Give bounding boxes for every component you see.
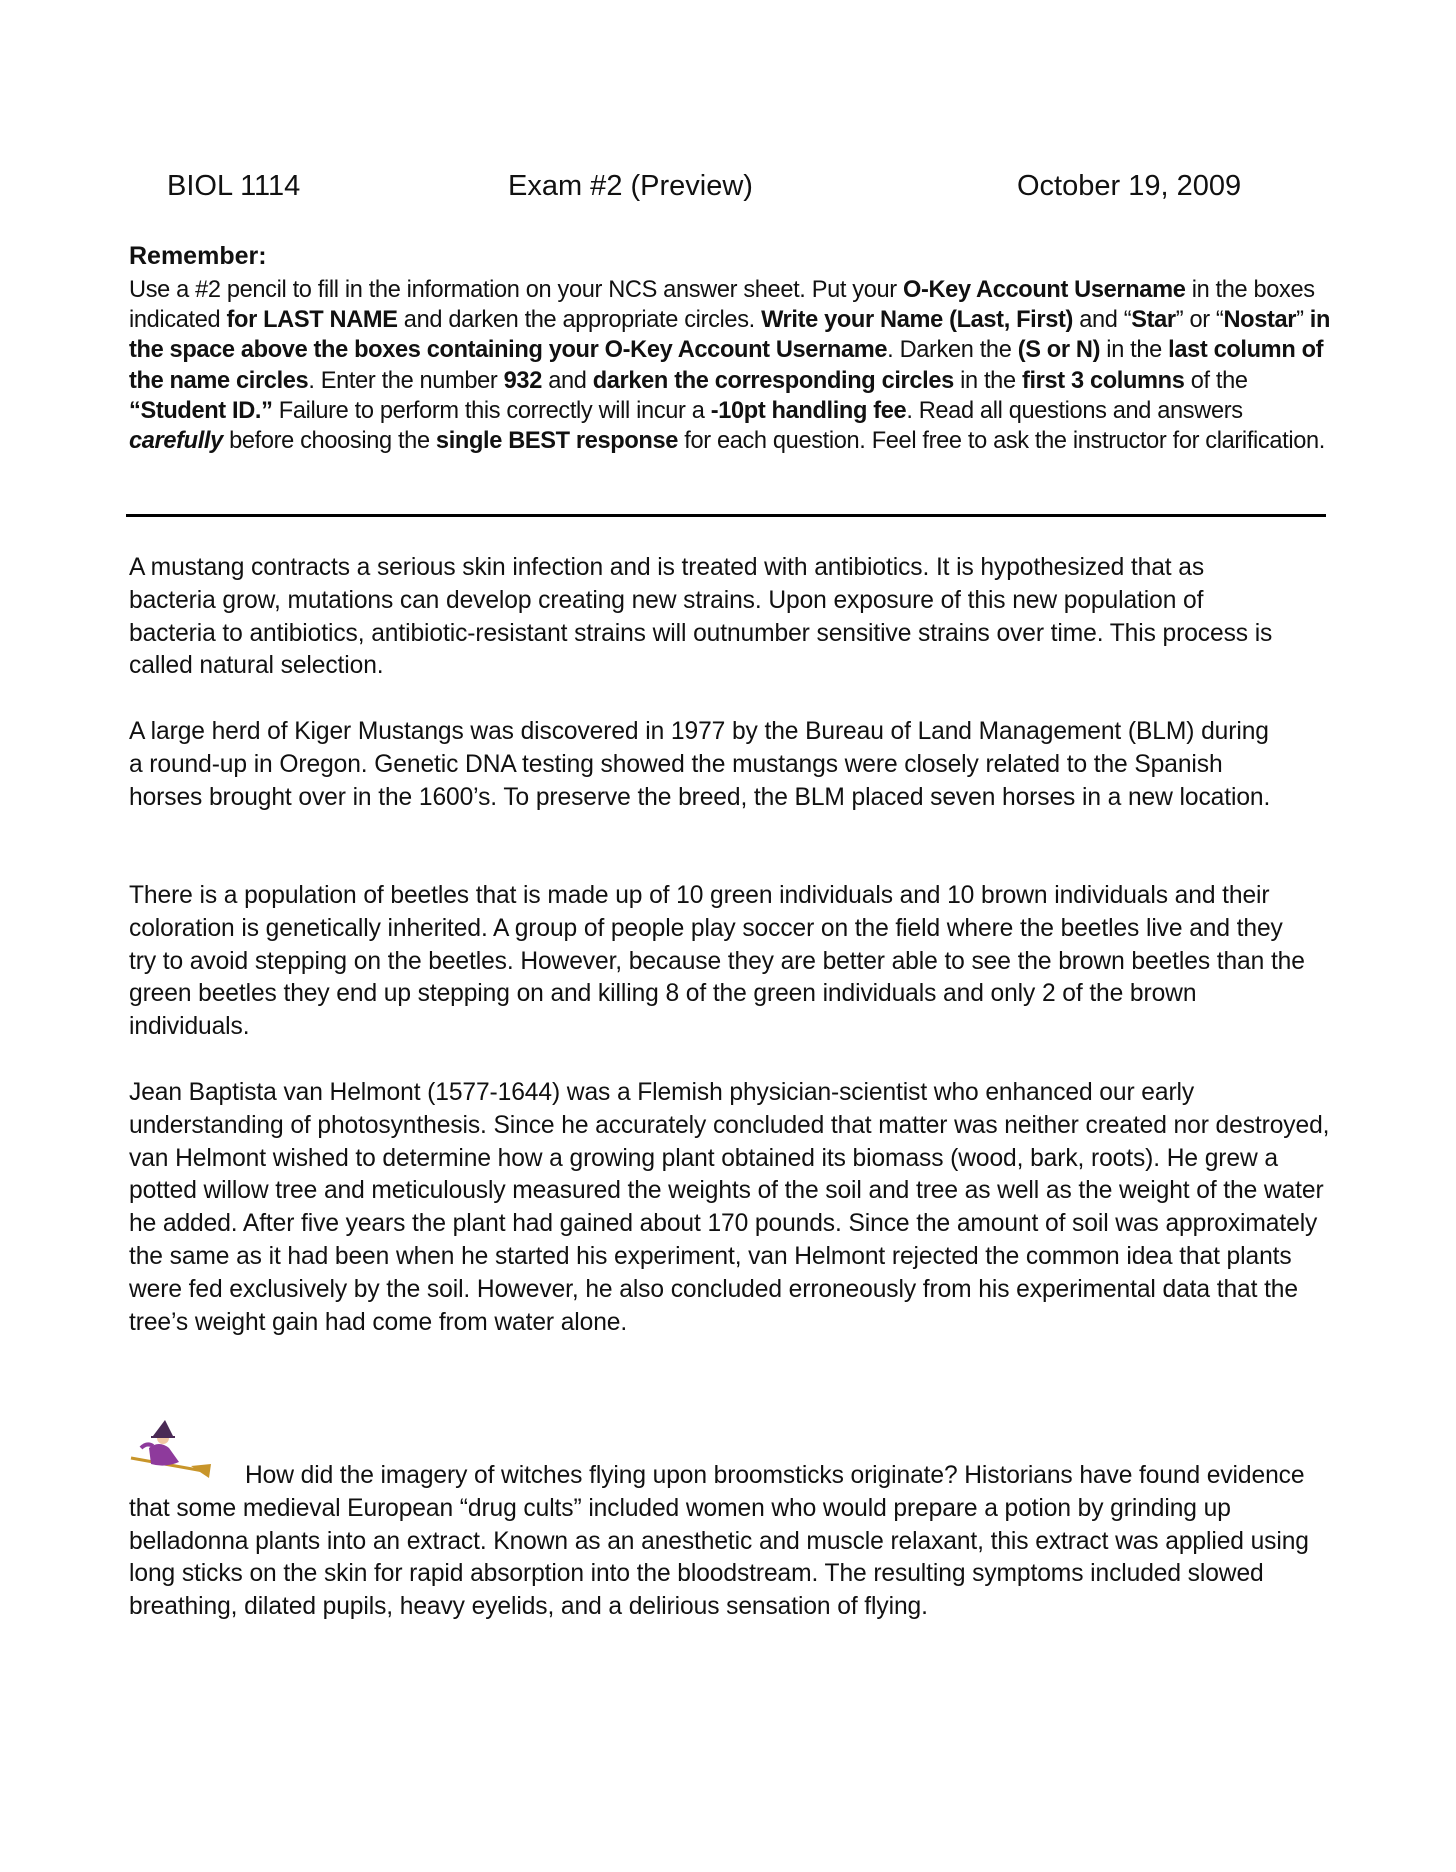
instructions-title: Remember: [129, 242, 267, 270]
passage-beetles: There is a population of beetles that is made up of 10 green individuals and 10 brown individuals and their coloration is genetically inherited. A group of people play soccer on the field where the beetles live and they try to avoid stepping on the beetles. However, because they are better able to see the brown beetles than the green beetles they end up stepping on and killing 8 of the green individuals and only 2 of the brown individuals. [129, 882, 1305, 1041]
passage-kiger-mustangs: A large herd of Kiger Mustangs was discovered in 1977 by the Bureau of Land Management (BLM) during a round-up in Oregon. Genetic DNA testing showed the mustangs were closely related to the Spanish horses brought over in the 1600’s. To preserve the breed, the BLM placed seven horses in a new location. [129, 718, 1271, 811]
exam-title: Exam #2 (Preview) [508, 170, 753, 202]
exam-header [0, 170, 1456, 210]
passage-witches: How did the imagery of witches flying upon broomsticks originate? Historians have found evidence that some medieval European “drug cults” included women who would prepare a potion by grinding up belladonna plants into an extract. Known as an anesthetic and muscle relaxant, this extract was applied using long sticks on the skin for rapid absorption into the bloodstream. The resulting symptoms included slowed breathing, dilated pupils, heavy eyelids, and a delirious sensation of flying. [129, 1462, 1309, 1621]
instructions-block [129, 242, 1334, 456]
course-code: BIOL 1114 [167, 170, 301, 202]
passage-mustang-antibiotics: A mustang contracts a serious skin infection and is treated with antibiotics. It is hypothesized that as bacteria grow, mutations can develop creating new strains. Upon exposure of this new population of bacteria to antibiotics, antibiotic-resistant strains will outnumber sensitive strains over time. This process is called natural selection. [129, 554, 1273, 680]
passage-van-helmont: Jean Baptista van Helmont (1577-1644) was a Flemish physician-scientist who enhanced our early understanding of photosynthesis. Since he accurately concluded that matter was neither created nor destroyed, van Helmont wished to determine how a growing plant obtained its biomass (wood, bark, roots). He grew a potted willow tree and meticulously measured the weights of the soil and tree as well as the weight of the water he added. After five years the plant had gained about 170 pounds. Since the amount of soil was approximately the same as it had been when he started his experiment, van Helmont rejected the common idea that plants were fed exclusively by the soil. However, he also concluded erroneously from his experimental data that the tree’s weight gain had come from water alone. [129, 1079, 1330, 1336]
instructions-text: Use a #2 pencil to fill in the information on your NCS answer sheet. Put your O-Key Account Username in the boxes indicated for LAST NAME and darken the appropriate circles. Write your Name (Last, First) and “Star” or “Nostar” in the space above the boxes containing your O-Key Account Username. Darken the (S or N) in the last column of the name circles. Enter the number 932 and darken the corresponding circles in the first 3 columns of the “Student ID.” Failure to perform this correctly will incur a -10pt handling fee. Read all questions and answers carefully before choosing the single BEST response for each question. Feel free to ask the instructor for clarification. [129, 277, 1331, 455]
exam-date: October 19, 2009 [1017, 170, 1242, 202]
section-divider [126, 514, 1326, 517]
